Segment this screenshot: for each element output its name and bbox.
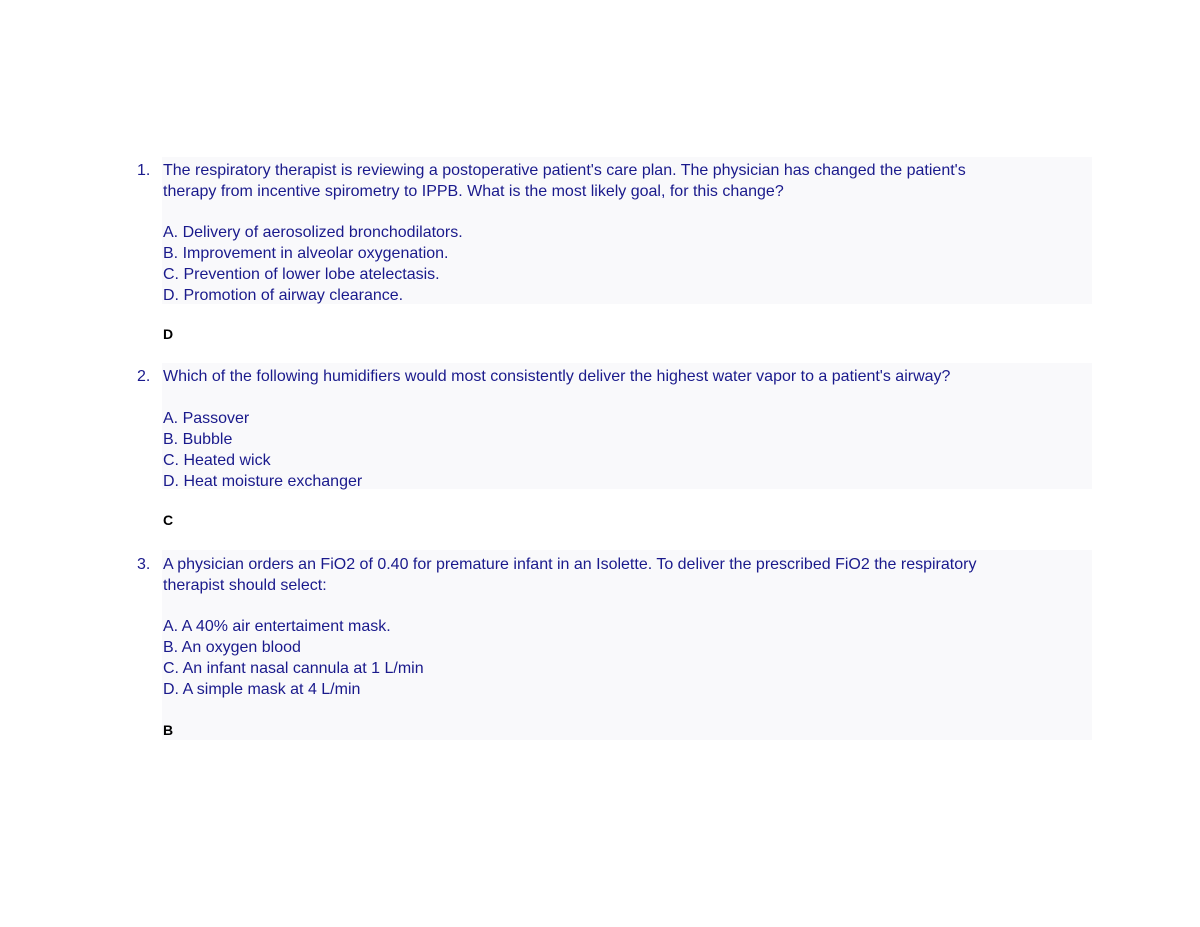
question-stem-line: therapy from incentive spirometry to IPPB. What is the most likely goal, for this change? xyxy=(163,183,784,200)
answer-option: B. An oxygen blood xyxy=(163,639,301,656)
answer-option: B. Improvement in alveolar oxygenation. xyxy=(163,245,449,262)
question-number: 1. xyxy=(137,162,151,179)
question-stem-line: therapist should select: xyxy=(163,577,327,594)
correct-answer: B xyxy=(163,722,174,738)
answer-option: C. An infant nasal cannula at 1 L/min xyxy=(163,660,424,677)
answer-option: B. Bubble xyxy=(163,431,233,448)
question-stem-line: A physician orders an FiO2 of 0.40 for premature infant in an Isolette. To deliver the prescribed FiO2 the respiratory xyxy=(163,556,977,573)
question-number: 3. xyxy=(137,556,151,573)
question-stem-line: The respiratory therapist is reviewing a postoperative patient's care plan. The physician has changed the patient's xyxy=(163,162,966,179)
answer-option: D. A simple mask at 4 L/min xyxy=(163,681,361,698)
answer-option: C. Prevention of lower lobe atelectasis. xyxy=(163,266,440,283)
answer-option: A. A 40% air entertaiment mask. xyxy=(163,618,391,635)
answer-option: D. Promotion of airway clearance. xyxy=(163,287,404,304)
answer-option: C. Heated wick xyxy=(163,452,271,469)
answer-option: A. Delivery of aerosolized bronchodilators. xyxy=(163,224,463,241)
correct-answer: C xyxy=(163,512,174,528)
answer-option: D. Heat moisture exchanger xyxy=(163,473,363,490)
answer-option: A. Passover xyxy=(163,410,250,427)
correct-answer: D xyxy=(163,326,174,342)
question-number: 2. xyxy=(137,368,151,385)
question-stem-line: Which of the following humidifiers would most consistently deliver the highest water vapor to a patient's airway? xyxy=(163,368,951,385)
